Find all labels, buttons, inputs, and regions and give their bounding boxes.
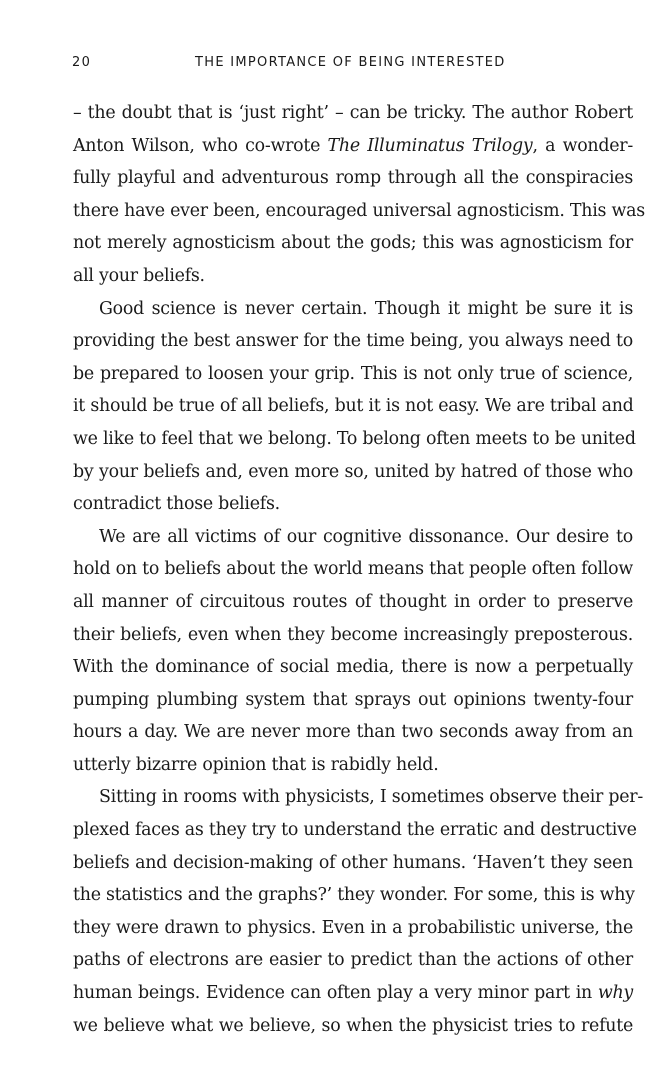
- paragraph: [73, 293, 636, 521]
- paragraph: [73, 521, 633, 782]
- page-number: 20: [72, 55, 92, 70]
- text-line: contradict those beliefs.: [73, 494, 280, 515]
- text-line: beliefs and decision-making of other humans. ‘Haven’t they seen: [73, 852, 633, 873]
- text-segment: human beings. Evidence can often play a very minor part in: [73, 983, 598, 1004]
- text-line: we believe what we believe, so when the physicist tries to refute: [73, 1015, 633, 1036]
- text-line: plexed faces as they try to understand the erratic and destructive: [73, 820, 637, 841]
- paragraph: [73, 781, 643, 1042]
- text-line: not merely agnosticism about the gods; this was agnosticism for: [73, 233, 633, 254]
- paragraph: [73, 97, 645, 293]
- text-line: We are all victims of our cognitive dissonance. Our desire to: [99, 526, 633, 547]
- text-line: hold on to beliefs about the world means that people often follow: [73, 559, 633, 580]
- text-line: it should be true of all beliefs, but it is not easy. We are tribal and: [73, 396, 634, 417]
- italic-text: The Illuminatus Trilogy: [327, 135, 533, 156]
- text-line: all manner of circuitous routes of thought in order to preserve: [73, 591, 633, 612]
- text-line: [73, 977, 633, 1010]
- text-line: by your beliefs and, even more so, united by hatred of those who: [73, 461, 633, 482]
- body-text: [73, 97, 645, 1042]
- running-title: THE IMPORTANCE OF BEING INTERESTED: [195, 55, 506, 70]
- text-line: providing the best answer for the time being, you always need to: [73, 331, 633, 352]
- text-line: all your beliefs.: [73, 265, 205, 286]
- text-segment: Anton Wilson, who co-wrote: [73, 135, 328, 156]
- text-line: – the doubt that is ‘just right’ – can be tricky. The author Robert: [73, 103, 633, 123]
- text-line: pumping plumbing system that sprays out opinions twenty-four: [73, 689, 633, 710]
- running-head: [72, 55, 632, 77]
- text-line: Good science is never certain. Though it might be sure it is: [99, 298, 633, 319]
- text-line: they were drawn to physics. Even in a probabilistic universe, the: [73, 917, 633, 938]
- text-line: [73, 130, 633, 163]
- text-line: their beliefs, even when they become increasingly preposterous.: [73, 624, 633, 645]
- text-line: Sitting in rooms with physicists, I sometimes observe their per-: [99, 787, 643, 808]
- text-line: hours a day. We are never more than two seconds away from an: [73, 722, 633, 743]
- text-line: we like to feel that we belong. To belong often meets to be united: [73, 428, 636, 449]
- text-line: be prepared to loosen your grip. This is not only true of science,: [73, 363, 633, 384]
- text-line: there have ever been, encouraged universal agnosticism. This was: [73, 200, 645, 221]
- text-line: With the dominance of social media, there is now a perpetually: [73, 657, 633, 678]
- text-line: fully playful and adventurous romp through all the conspiracies: [73, 168, 633, 189]
- italic-text: why: [597, 983, 633, 1004]
- text-line: the statistics and the graphs?’ they wonder. For some, this is why: [73, 885, 635, 906]
- text-line: paths of electrons are easier to predict than the actions of other: [73, 950, 633, 971]
- text-line: utterly bizarre opinion that is rabidly held.: [73, 754, 439, 775]
- text-segment: , a wonder-: [532, 135, 634, 156]
